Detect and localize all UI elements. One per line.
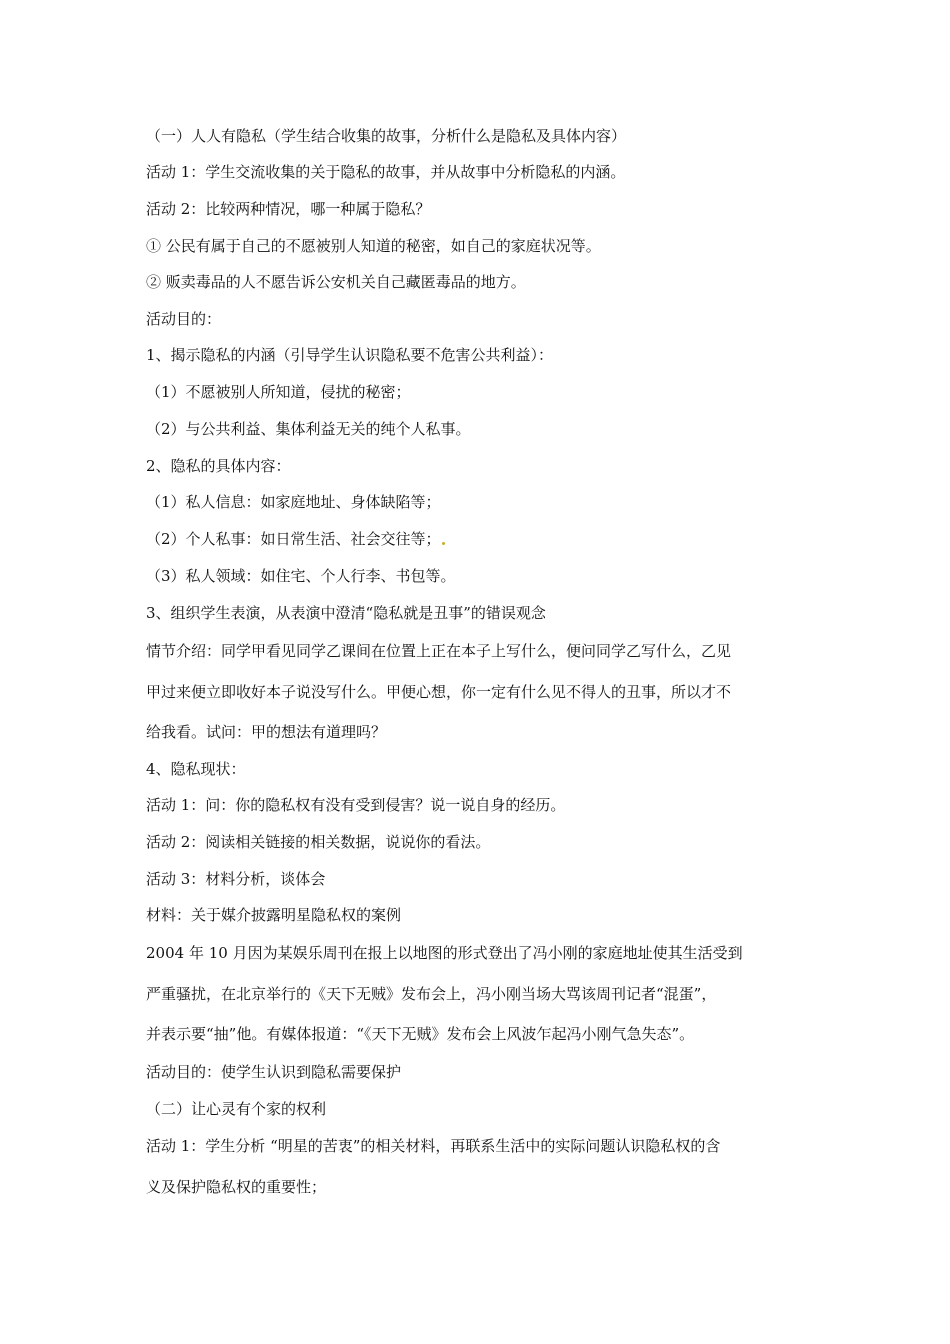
paragraph-line: 活动 3：材料分析，谈体会 [146,870,326,888]
paragraph-line: 活动目的：使学生认识到隐私需要保护 [146,1063,402,1081]
annotation-mark [442,542,445,545]
paragraph-line: ② 贩卖毒品的人不愿告诉公安机关自己藏匿毒品的地方。 [146,273,526,291]
paragraph-line: 2004 年 10 月因为某娱乐周刊在报上以地图的形式登出了冯小刚的家庭地址使其生活受到 [146,944,743,962]
paragraph-line: （1）不愿被别人所知道，侵扰的秘密； [146,383,411,401]
paragraph-line: ① 公民有属于自己的不愿被别人知道的秘密，如自己的家庭状况等。 [146,237,601,255]
paragraph-line: （1）私人信息：如家庭地址、身体缺陷等； [146,493,441,511]
paragraph-line: 情节介绍：同学甲看见同学乙课间在位置上正在本子上写什么，便问同学乙写什么，乙见 [146,642,732,660]
paragraph-line: 给我看。试问：甲的想法有道理吗？ [146,723,387,741]
paragraph-line: 活动 1：学生交流收集的关于隐私的故事，并从故事中分析隐私的内涵。 [146,163,626,181]
paragraph-line: 材料：关于媒介披露明星隐私权的案例 [146,906,402,924]
paragraph-line [146,529,445,549]
paragraph-line: 活动 2：阅读相关链接的相关数据，说说你的看法。 [146,833,491,851]
section-heading-2: （二）让心灵有个家的权利 [146,1100,327,1118]
paragraph-line: 3、组织学生表演，从表演中澄清“隐私就是丑事”的错误观念 [146,604,546,622]
paragraph-line: 严重骚扰，在北京举行的《天下无贼》发布会上，冯小刚当场大骂该周刊记者“混蛋”， [146,985,717,1003]
paragraph-line: 活动 1：问：你的隐私权有没有受到侵害？说一说自身的经历。 [146,796,566,814]
paragraph-line: 2、隐私的具体内容： [146,457,291,475]
paragraph-line: 1、揭示隐私的内涵（引导学生认识隐私要不危害公共利益）： [146,346,554,364]
paragraph-line: 4、隐私现状： [146,760,246,778]
paragraph-line: 活动 1：学生分析 “明星的苦衷”的相关材料，再联系生活中的实际问题认识隐私权的含 [146,1137,721,1155]
paragraph-line: 活动目的： [146,310,222,328]
paragraph-line: 活动 2：比较两种情况，哪一种属于隐私？ [146,200,431,218]
line-text: （2）个人私事：如日常生活、社会交往等； [146,530,441,548]
section-heading-1: （一）人人有隐私（学生结合收集的故事，分析什么是隐私及具体内容） [146,127,627,145]
paragraph-line: 并表示要“抽”他。有媒体报道：“《天下无贼》发布会上风波乍起冯小刚气急失态”。 [146,1025,695,1043]
paragraph-line: 甲过来便立即收好本子说没写什么。甲便心想，你一定有什么见不得人的丑事，所以才不 [146,683,732,701]
paragraph-line: 义及保护隐私权的重要性； [146,1178,327,1196]
paragraph-line: （2）与公共利益、集体利益无关的纯个人私事。 [146,420,471,438]
paragraph-line: （3）私人领域：如住宅、个人行李、书包等。 [146,567,456,585]
